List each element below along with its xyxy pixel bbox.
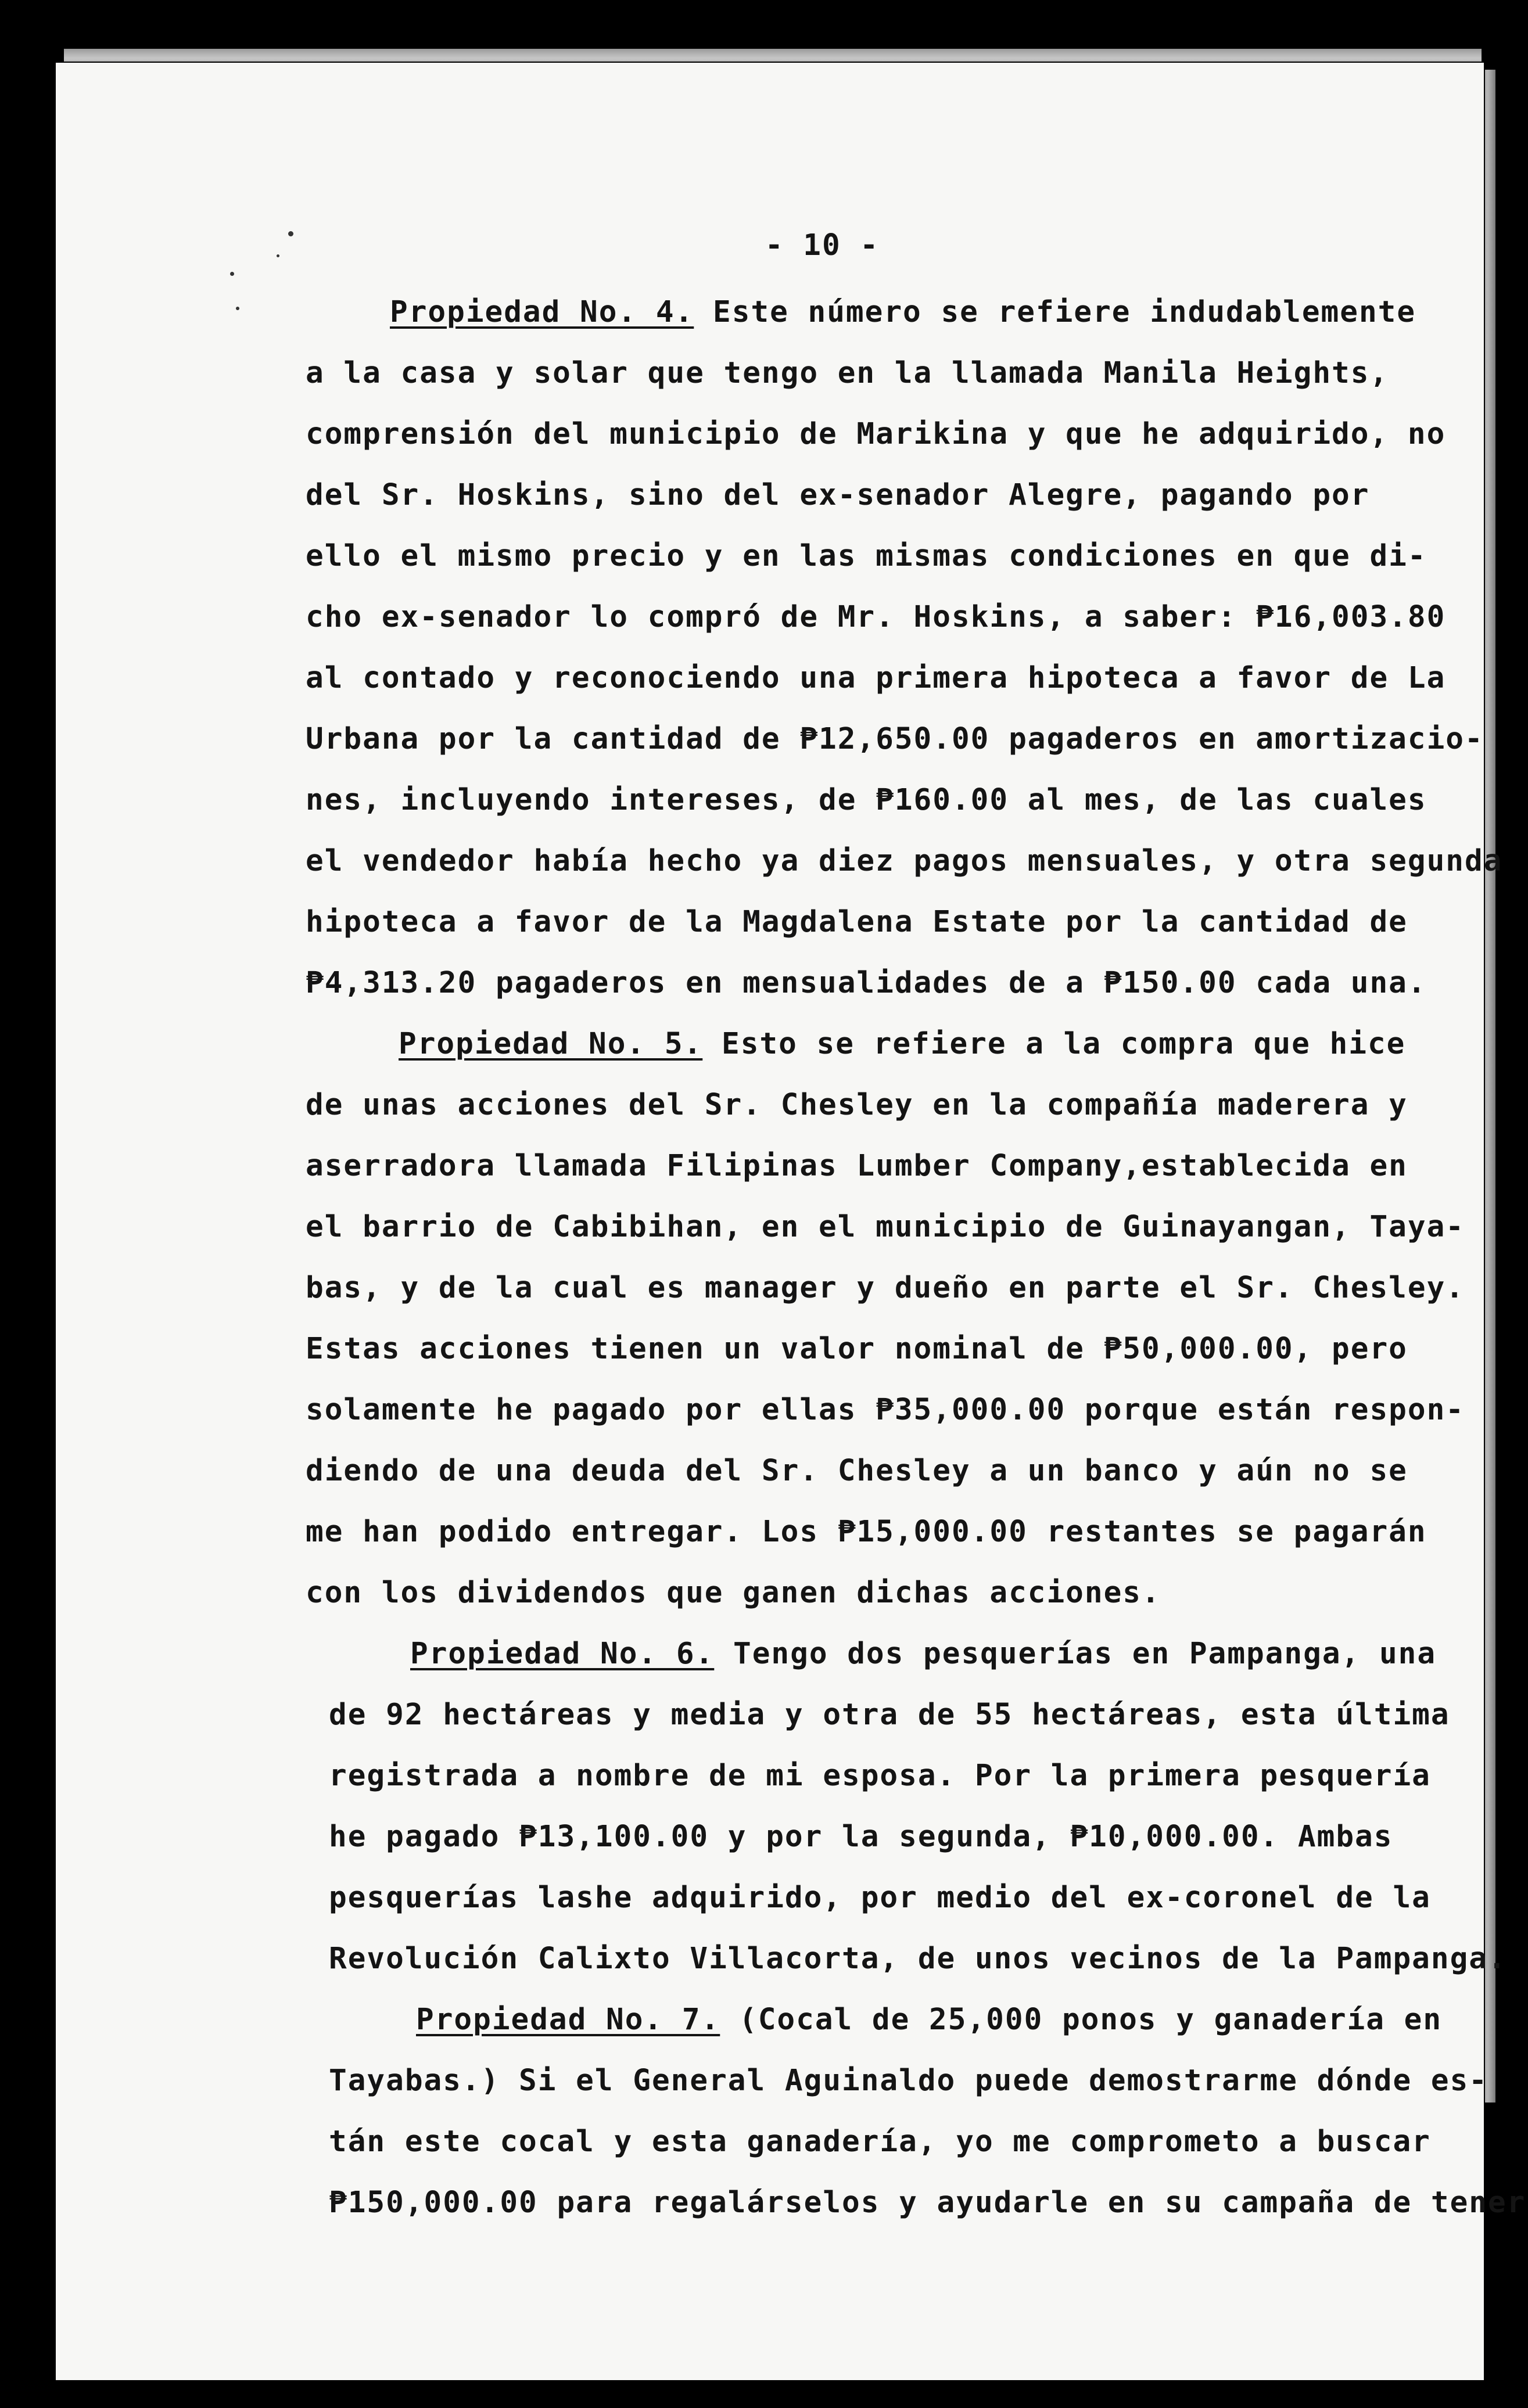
paragraph-5-line-3: aserradora llamada Filipinas Lumber Company,establecida en	[306, 1149, 1408, 1183]
paragraph-4-line-6: cho ex-senador lo compró de Mr. Hoskins, a saber: ₱16,003.80	[306, 600, 1446, 634]
typed-text	[56, 63, 1526, 2380]
paragraph-4-line-5: ello el mismo precio y en las mismas condiciones en que di-	[306, 539, 1427, 573]
paragraph-4-line-4: del Sr. Hoskins, sino del ex-senador Alegre, pagando por	[306, 478, 1370, 512]
paragraph-5-line-5: bas, y de la cual es manager y dueño en parte el Sr. Chesley.	[306, 1271, 1465, 1305]
paragraph-7-heading: Propiedad No. 7.	[416, 2003, 720, 2037]
paragraph-4-line-3: comprensión del municipio de Marikina y que he adquirido, no	[306, 417, 1446, 451]
paragraph-7-line-3: tán este cocal y esta ganadería, yo me comprometo a buscar	[329, 2125, 1431, 2159]
paragraph-4-line-2: a la casa y solar que tengo en la llamada Manila Heights,	[306, 356, 1389, 390]
paragraph-6-line-1: Propiedad No. 6. Tengo dos pesquerías en Pampanga, una	[410, 1637, 1437, 1671]
paragraph-4-line-7: al contado y reconociendo una primera hipoteca a favor de La	[306, 661, 1446, 695]
typed-page	[56, 63, 1526, 2380]
paragraph-6-heading: Propiedad No. 6.	[410, 1637, 715, 1671]
paragraph-5-line-4: el barrio de Cabibihan, en el municipio de Guinayangan, Taya-	[306, 1210, 1465, 1244]
paragraph-5-line-6: Estas acciones tienen un valor nominal de ₱50,000.00, pero	[306, 1332, 1408, 1366]
paragraph-7-line-2: Tayabas.) Si el General Aguinaldo puede demostrarme dónde es-	[329, 2064, 1488, 2098]
paragraph-4-line-9: nes, incluyendo intereses, de ₱160.00 al mes, de las cuales	[306, 783, 1427, 817]
paragraph-6-line-4: he pagado ₱13,100.00 y por la segunda, ₱10,000.00. Ambas	[329, 1820, 1393, 1854]
paragraph-6-line-2: de 92 hectáreas y media y otra de 55 hectáreas, esta última	[329, 1698, 1450, 1732]
paragraph-5-line-10: con los dividendos que ganen dichas acciones.	[306, 1576, 1161, 1610]
paragraph-4-line-8: Urbana por la cantidad de ₱12,650.00 pagaderos en amortizacio-	[306, 722, 1484, 756]
page-number: - 10 -	[765, 228, 880, 263]
paragraph-6-line-5: pesquerías lashe adquirido, por medio del ex-coronel de la	[329, 1881, 1431, 1915]
paragraph-7-line-4: ₱150,000.00 para regalárselos y ayudarle en su campaña de tener	[329, 2186, 1526, 2220]
paragraph-5-line-8: diendo de una deuda del Sr. Chesley a un banco y aún no se	[306, 1454, 1408, 1488]
paragraph-7-line-1: Propiedad No. 7. (Cocal de 25,000 ponos y ganadería en	[416, 2003, 1443, 2037]
paragraph-5-line-2: de unas acciones del Sr. Chesley en la compañía maderera y	[306, 1088, 1408, 1122]
paragraph-4-line-12: ₱4,313.20 pagaderos en mensualidades de a ₱150.00 cada una.	[306, 966, 1427, 1000]
paragraph-4-heading: Propiedad No. 4.	[390, 295, 694, 329]
paragraph-5-heading: Propiedad No. 5.	[399, 1027, 703, 1061]
page-edge-right	[1485, 70, 1495, 2102]
paragraph-5-line-7: solamente he pagado por ellas ₱35,000.00 porque están respon-	[306, 1393, 1465, 1427]
paragraph-4-line-10: el vendedor había hecho ya diez pagos mensuales, y otra segunda	[306, 844, 1503, 878]
paragraph-4-line-11: hipoteca a favor de la Magdalena Estate por la cantidad de	[306, 905, 1408, 939]
paragraph-5-line-9: me han podido entregar. Los ₱15,000.00 restantes se pagarán	[306, 1515, 1427, 1549]
paragraph-6-line-3: registrada a nombre de mi esposa. Por la primera pesquería	[329, 1759, 1431, 1793]
paragraph-4-line-1: Propiedad No. 4. Este número se refiere indudablemente	[390, 295, 1416, 329]
paragraph-5-line-1: Propiedad No. 5. Esto se refiere a la compra que hice	[399, 1027, 1406, 1061]
page-edge-top	[64, 49, 1482, 62]
paragraph-6-line-6: Revolución Calixto Villacorta, de unos vecinos de la Pampanga.	[329, 1942, 1507, 1976]
